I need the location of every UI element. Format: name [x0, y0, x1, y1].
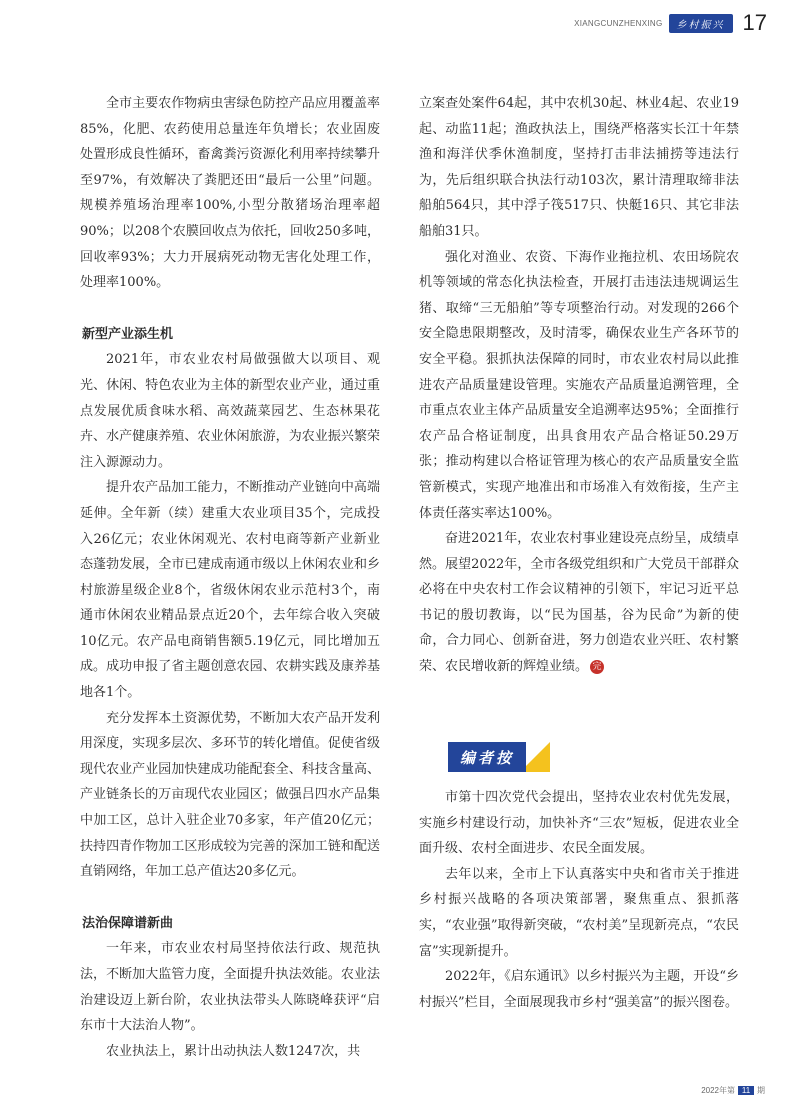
paragraph	[419, 526, 739, 680]
page-number: 17	[742, 10, 767, 35]
section-heading: 新型产业添生机	[82, 326, 174, 342]
paragraph: 农业执法上，累计出动执法人数1247次，共	[106, 1043, 361, 1059]
end-mark-icon: 完	[590, 660, 604, 674]
section-heading: 法治保障谱新曲	[82, 915, 174, 931]
page-footer	[701, 1085, 765, 1096]
footer-issue-number: 11	[738, 1086, 754, 1095]
editor-note-badge	[448, 742, 553, 772]
column-title-badge: 乡村振兴	[669, 14, 733, 33]
left-column	[80, 91, 380, 1064]
editor-note	[419, 785, 739, 1015]
paragraph: 立案查处案件64起，其中农机30起、林业4起、农业19起、动监11起；渔政执法上，围绕严格落实长江十年禁渔和海洋伏季休渔制度，坚持打击非法捕捞等违法行为，先后组织联合执法行动103次，累计清理取缔非法船舶564只，其中浮子筏517只、快艇16只、其它非法船舶31只。	[419, 96, 739, 239]
right-column	[419, 91, 739, 680]
paragraph-text: 奋进2021年，农业农村事业建设亮点纷呈，成绩卓然。展望2022年，全市各级党组织和广大党员干部群众必将在中央农村工作会议精神的引领下，牢记习近平总书记的殷切教诲，以“民为国基，谷为民命”为新的使命，合力同心、创新奋进，努力创造农业兴旺、农村繁荣、农民增收新的辉煌业绩。	[419, 531, 739, 675]
footer-qi: 期	[757, 1086, 765, 1095]
editor-note-label: 编者按	[448, 742, 526, 772]
paragraph: 提升农产品加工能力，不断推动产业链向中高端延伸。全年新（续）建重大农业项目35个，完成投入26亿元；农业休闲观光、农村电商等新产业新业态蓬勃发展，全市已建成南通市级以上休闲农业和乡村旅游星级企业8个，省级休闲农业示范村3个，南通市休闲农业精品景点近20个，去年综合收入突破10亿元。农产品电商销售额5.19亿元，同比增加五成。成功申报了省主题创意农园、农耕实践及康养基地各1个。	[80, 480, 380, 701]
paragraph: 市第十四次党代会提出，坚持农业农村优先发展，实施乡村建设行动，加快补齐“三农”短板，促进农业全面升级、农村全面进步、农民全面发展。	[419, 790, 739, 857]
footer-year: 2022年	[701, 1086, 727, 1095]
paragraph: 强化对渔业、农资、下海作业拖拉机、农田场院农机等领域的常态化执法检查，开展打击违法违规调运生猪、取缔“三无船舶”等专项整治行动。对发现的266个安全隐患限期整改，及时清零，确保农业生产各环节的安全平稳。狠抓执法保障的同时，市农业农村局以此推进农产品质量建设管理。实施农产品质量追溯管理，全市重点农业主体产品质量安全追溯率达95%；全面推行农产品合格证制度，出具食用农产品合格证50.29万张；推动构建以合格证管理为核心的农产品质量安全监管新模式，实现产地准出和市场准入有效衔接，生产主体责任落实率达100%。	[419, 249, 739, 521]
page-header	[574, 8, 767, 38]
paragraph: 2021年，市农业农村局做强做大以项目、观光、休闲、特色农业为主体的新型农业产业，通过重点发展优质食味水稻、高效蔬菜园艺、生态林果花卉、水产健康养殖、农业休闲旅游，为农业振兴繁荣注入源源动力。	[80, 352, 380, 470]
paragraph: 去年以来，全市上下认真落实中央和省市关于推进乡村振兴战略的各项决策部署，聚焦重点、狠抓落实，“农业强”取得新突破，“农村美”呈现新亮点，“农民富”实现新提升。	[419, 866, 739, 959]
column-pinyin: XIANGCUNZHENXING	[574, 18, 663, 28]
paragraph: 一年来，市农业农村局坚持依法行政、规范执法，不断加大监管力度，全面提升执法效能。农业法治建设迈上新台阶，农业执法带头人陈晓峰获评“启东市十大法治人物”。	[80, 941, 380, 1034]
paragraph: 2022年，《启东通讯》以乡村振兴为主题，开设“乡村振兴”栏目，全面展现我市乡村“强美富”的振兴图卷。	[419, 969, 739, 1010]
footer-di: 第	[727, 1086, 735, 1095]
paragraph: 充分发挥本土资源优势，不断加大农产品开发利用深度，实现多层次、多环节的转化增值。促使省级现代农业产业园加快建成功能配套全、科技含量高、产业链条长的万亩现代农业园区；做强吕四水产品集中加工区，总计入驻企业70多家，年产值20亿元；扶持四青作物加工区形成较为完善的深加工链和配送直销网络，年加工总产值达20多亿元。	[80, 710, 380, 880]
paragraph: 全市主要农作物病虫害绿色防控产品应用覆盖率85%，化肥、农药使用总量连年负增长；农业固废处置形成良性循环，畜禽粪污资源化利用率持续攀升至97%，有效解决了粪肥还田“最后一公里”问题。规模养殖场治理率100%,小型分散猪场治理率超90%；以208个农膜回收点为依托，回收250多吨，回收率93%；大力开展病死动物无害化处理工作，处理率100%。	[80, 96, 380, 291]
